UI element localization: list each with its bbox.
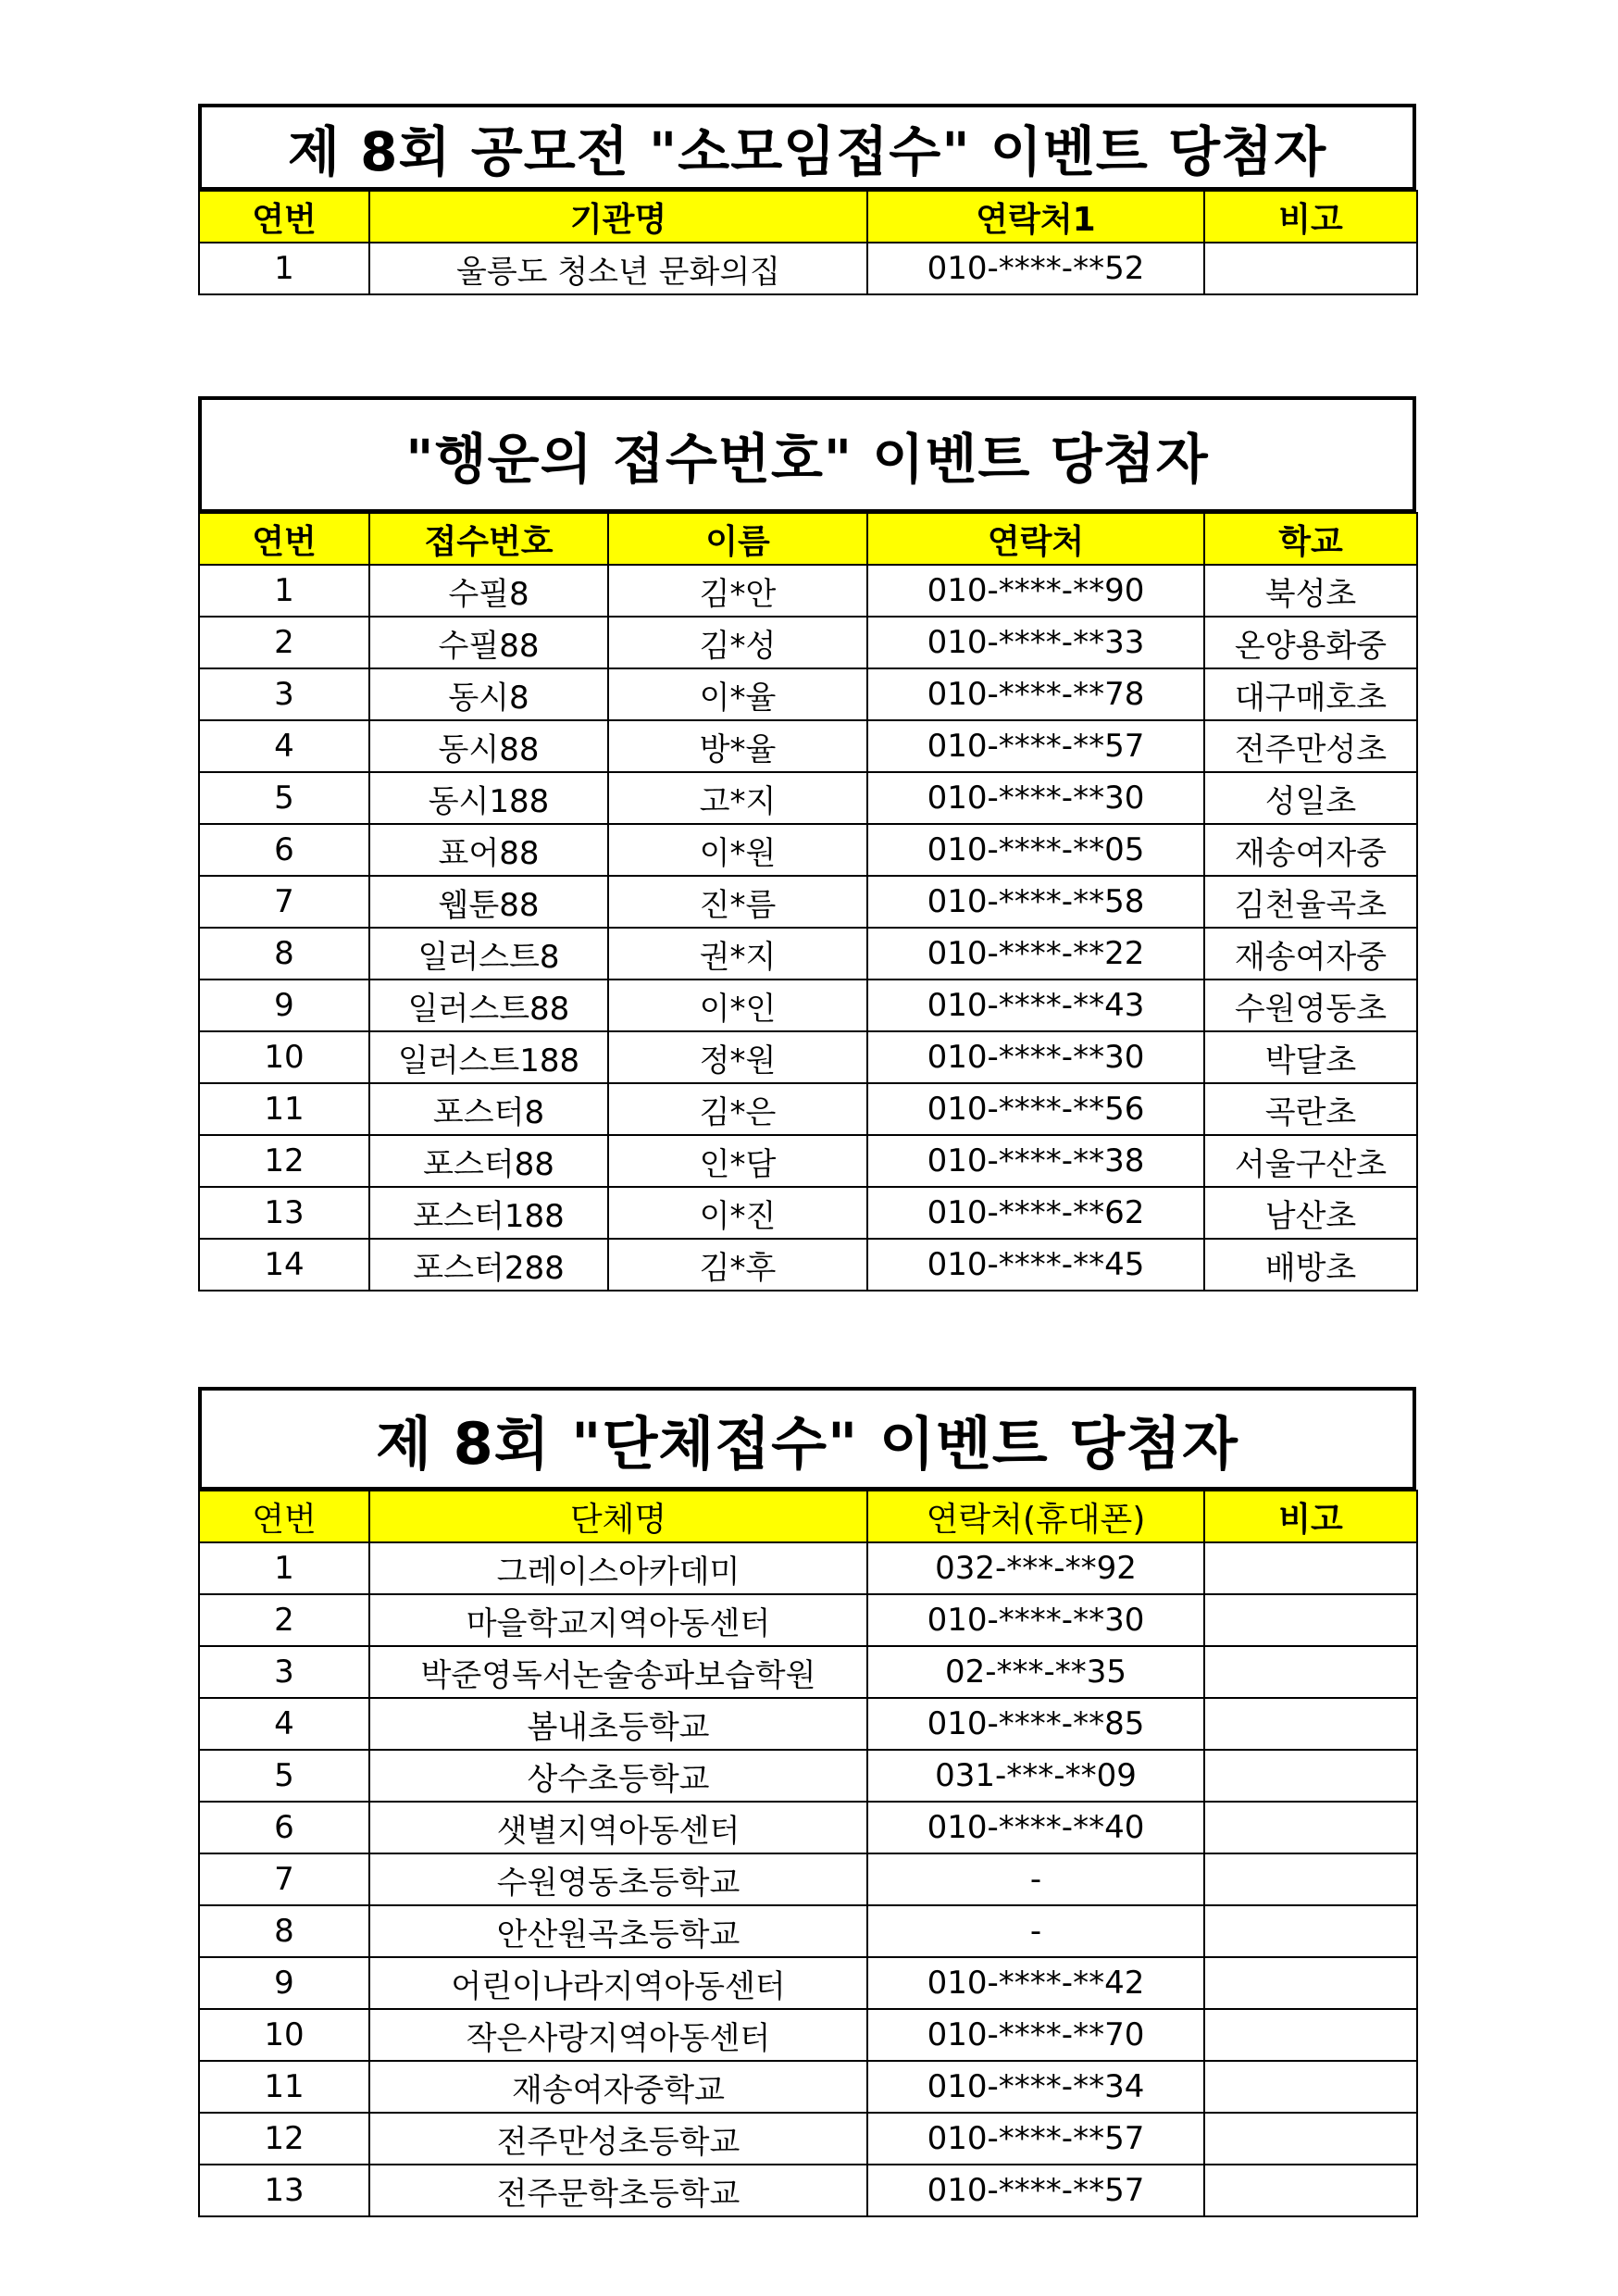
table-row [199, 1905, 1417, 1957]
header-cell: 비고 [1204, 191, 1417, 243]
cell-number: 1 [199, 1542, 369, 1594]
cell-note [1204, 2061, 1417, 2113]
table-row [199, 1135, 1417, 1187]
cell-contact: - [867, 1905, 1204, 1957]
table-header-row [199, 513, 1417, 565]
cell-name: 이*율 [608, 668, 867, 720]
cell-contact: 010-****-**90 [867, 565, 1204, 617]
table-row [199, 1957, 1417, 2009]
cell-school: 성일초 [1204, 772, 1417, 824]
cell-number: 3 [199, 1646, 369, 1698]
table-row [199, 2113, 1417, 2165]
header-cell: 접수번호 [369, 513, 608, 565]
cell-school: 남산초 [1204, 1187, 1417, 1239]
cell-entry-number: 포스터88 [369, 1135, 608, 1187]
header-cell: 비고 [1204, 1491, 1417, 1542]
cell-note [1204, 2165, 1417, 2216]
header-cell: 기관명 [369, 191, 867, 243]
cell-number: 4 [199, 720, 369, 772]
cell-name: 고*지 [608, 772, 867, 824]
cell-entry-number: 수필88 [369, 617, 608, 668]
cell-group-name: 박준영독서논술송파보습학원 [369, 1646, 867, 1698]
cell-note [1204, 1698, 1417, 1750]
cell-school: 곡란초 [1204, 1083, 1417, 1135]
table-row [199, 1031, 1417, 1083]
cell-contact: 010-****-**45 [867, 1239, 1204, 1291]
cell-number: 6 [199, 824, 369, 876]
cell-number: 11 [199, 2061, 369, 2113]
cell-name: 김*은 [608, 1083, 867, 1135]
table-row [199, 1542, 1417, 1594]
cell-group-name: 마을학교지역아동센터 [369, 1594, 867, 1646]
cell-contact: 010-****-**30 [867, 772, 1204, 824]
cell-number: 7 [199, 1853, 369, 1905]
cell-group-name: 봄내초등학교 [369, 1698, 867, 1750]
header-cell: 단체명 [369, 1491, 867, 1542]
cell-number: 4 [199, 1698, 369, 1750]
cell-number: 5 [199, 1750, 369, 1802]
header-cell: 연번 [199, 191, 369, 243]
cell-contact: 010-****-**58 [867, 876, 1204, 928]
table-row [199, 876, 1417, 928]
header-cell: 연번 [199, 1491, 369, 1542]
cell-group-name: 상수초등학교 [369, 1750, 867, 1802]
cell-entry-number: 동시88 [369, 720, 608, 772]
cell-number: 1 [199, 243, 369, 294]
cell-name: 권*지 [608, 928, 867, 980]
cell-name: 이*진 [608, 1187, 867, 1239]
cell-name: 김*안 [608, 565, 867, 617]
cell-entry-number: 동시8 [369, 668, 608, 720]
cell-note [1204, 2113, 1417, 2165]
cell-contact: 010-****-**70 [867, 2009, 1204, 2061]
cell-school: 박달초 [1204, 1031, 1417, 1083]
cell-name: 김*성 [608, 617, 867, 668]
cell-number: 1 [199, 565, 369, 617]
cell-entry-number: 동시188 [369, 772, 608, 824]
cell-note [1204, 1853, 1417, 1905]
table-row [199, 617, 1417, 668]
cell-note [1204, 1905, 1417, 1957]
cell-contact: 010-****-**57 [867, 720, 1204, 772]
cell-note [1204, 1542, 1417, 1594]
cell-number: 11 [199, 1083, 369, 1135]
cell-number: 13 [199, 1187, 369, 1239]
cell-entry-number: 웹툰88 [369, 876, 608, 928]
cell-contact: 010-****-**85 [867, 1698, 1204, 1750]
table-row [199, 2061, 1417, 2113]
cell-contact: 010-****-**78 [867, 668, 1204, 720]
cell-number: 9 [199, 1957, 369, 2009]
table-row [199, 1853, 1417, 1905]
cell-school: 수원영동초 [1204, 980, 1417, 1031]
cell-group-name: 안산원곡초등학교 [369, 1905, 867, 1957]
cell-note [1204, 1957, 1417, 2009]
table-row [199, 243, 1417, 294]
winners-table [198, 1490, 1418, 2217]
cell-group-name: 재송여자중학교 [369, 2061, 867, 2113]
section-title: 제 8회 "단체접수" 이벤트 당첨자 [198, 1387, 1416, 1491]
cell-name: 김*후 [608, 1239, 867, 1291]
cell-note [1204, 1802, 1417, 1853]
cell-entry-number: 표어88 [369, 824, 608, 876]
cell-name: 인*담 [608, 1135, 867, 1187]
table-row [199, 824, 1417, 876]
cell-name: 이*인 [608, 980, 867, 1031]
cell-contact: 010-****-**52 [867, 243, 1204, 294]
cell-school: 서울구산초 [1204, 1135, 1417, 1187]
cell-number: 2 [199, 1594, 369, 1646]
cell-number: 8 [199, 928, 369, 980]
table-row [199, 2165, 1417, 2216]
header-cell: 연번 [199, 513, 369, 565]
cell-name: 정*원 [608, 1031, 867, 1083]
cell-note [1204, 1646, 1417, 1698]
cell-number: 14 [199, 1239, 369, 1291]
cell-name: 방*율 [608, 720, 867, 772]
cell-note [1204, 243, 1417, 294]
table-row [199, 1187, 1417, 1239]
cell-name: 이*원 [608, 824, 867, 876]
cell-group-name: 샛별지역아동센터 [369, 1802, 867, 1853]
cell-number: 12 [199, 1135, 369, 1187]
header-cell: 연락처1 [867, 191, 1204, 243]
cell-group-name: 그레이스아카데미 [369, 1542, 867, 1594]
table-row [199, 772, 1417, 824]
cell-name: 진*름 [608, 876, 867, 928]
cell-number: 13 [199, 2165, 369, 2216]
table-row [199, 1802, 1417, 1853]
cell-contact: 031-***-**09 [867, 1750, 1204, 1802]
cell-number: 3 [199, 668, 369, 720]
table-row [199, 668, 1417, 720]
cell-note [1204, 1594, 1417, 1646]
cell-school: 재송여자중 [1204, 928, 1417, 980]
table-header-row [199, 191, 1417, 243]
cell-group-name: 전주문학초등학교 [369, 2165, 867, 2216]
table-row [199, 1239, 1417, 1291]
cell-note [1204, 2009, 1417, 2061]
cell-school: 재송여자중 [1204, 824, 1417, 876]
cell-number: 2 [199, 617, 369, 668]
cell-contact: 010-****-**56 [867, 1083, 1204, 1135]
cell-note [1204, 1750, 1417, 1802]
cell-entry-number: 포스터188 [369, 1187, 608, 1239]
cell-entry-number: 수필8 [369, 565, 608, 617]
table-row [199, 1750, 1417, 1802]
cell-entry-number: 포스터288 [369, 1239, 608, 1291]
cell-school: 대구매호초 [1204, 668, 1417, 720]
cell-contact: - [867, 1853, 1204, 1905]
winners-table [198, 512, 1418, 1292]
cell-number: 10 [199, 2009, 369, 2061]
table-row [199, 1698, 1417, 1750]
cell-number: 10 [199, 1031, 369, 1083]
header-cell: 학교 [1204, 513, 1417, 565]
table-row [199, 2009, 1417, 2061]
cell-number: 7 [199, 876, 369, 928]
lucky-number-event-section [198, 396, 1416, 1292]
cell-contact: 010-****-**43 [867, 980, 1204, 1031]
cell-contact: 010-****-**42 [867, 1957, 1204, 2009]
winners-table [198, 190, 1418, 295]
cell-school: 전주만성초 [1204, 720, 1417, 772]
header-cell: 연락처 [867, 513, 1204, 565]
cell-contact: 010-****-**30 [867, 1031, 1204, 1083]
cell-contact: 032-***-**92 [867, 1542, 1204, 1594]
cell-entry-number: 포스터8 [369, 1083, 608, 1135]
cell-number: 12 [199, 2113, 369, 2165]
cell-contact: 010-****-**57 [867, 2113, 1204, 2165]
cell-group-name: 어린이나라지역아동센터 [369, 1957, 867, 2009]
table-row [199, 565, 1417, 617]
cell-contact: 010-****-**33 [867, 617, 1204, 668]
header-cell: 연락처(휴대폰) [867, 1491, 1204, 1542]
cell-contact: 010-****-**40 [867, 1802, 1204, 1853]
table-header-row [199, 1491, 1417, 1542]
cell-contact: 02-***-**35 [867, 1646, 1204, 1698]
cell-organization: 울릉도 청소년 문화의집 [369, 243, 867, 294]
table-row [199, 1646, 1417, 1698]
cell-group-name: 전주만성초등학교 [369, 2113, 867, 2165]
cell-contact: 010-****-**05 [867, 824, 1204, 876]
cell-number: 9 [199, 980, 369, 1031]
cell-contact: 010-****-**34 [867, 2061, 1204, 2113]
cell-contact: 010-****-**38 [867, 1135, 1204, 1187]
table-row [199, 1594, 1417, 1646]
table-row [199, 980, 1417, 1031]
section-title: "행운의 접수번호" 이벤트 당첨자 [198, 396, 1416, 513]
cell-number: 5 [199, 772, 369, 824]
cell-school: 김천율곡초 [1204, 876, 1417, 928]
section-title: 제 8회 공모전 "소모임접수" 이벤트 당첨자 [198, 104, 1416, 191]
table-row [199, 928, 1417, 980]
cell-number: 6 [199, 1802, 369, 1853]
cell-entry-number: 일러스트8 [369, 928, 608, 980]
group-entry-event-section [198, 1387, 1416, 2217]
cell-contact: 010-****-**22 [867, 928, 1204, 980]
cell-school: 북성초 [1204, 565, 1417, 617]
table-row [199, 1083, 1417, 1135]
cell-group-name: 수원영동초등학교 [369, 1853, 867, 1905]
cell-entry-number: 일러스트188 [369, 1031, 608, 1083]
cell-contact: 010-****-**57 [867, 2165, 1204, 2216]
cell-number: 8 [199, 1905, 369, 1957]
table-row [199, 720, 1417, 772]
small-group-event-section [198, 104, 1416, 295]
header-cell: 이름 [608, 513, 867, 565]
cell-group-name: 작은사랑지역아동센터 [369, 2009, 867, 2061]
cell-contact: 010-****-**30 [867, 1594, 1204, 1646]
cell-school: 배방초 [1204, 1239, 1417, 1291]
cell-entry-number: 일러스트88 [369, 980, 608, 1031]
cell-contact: 010-****-**62 [867, 1187, 1204, 1239]
cell-school: 온양용화중 [1204, 617, 1417, 668]
